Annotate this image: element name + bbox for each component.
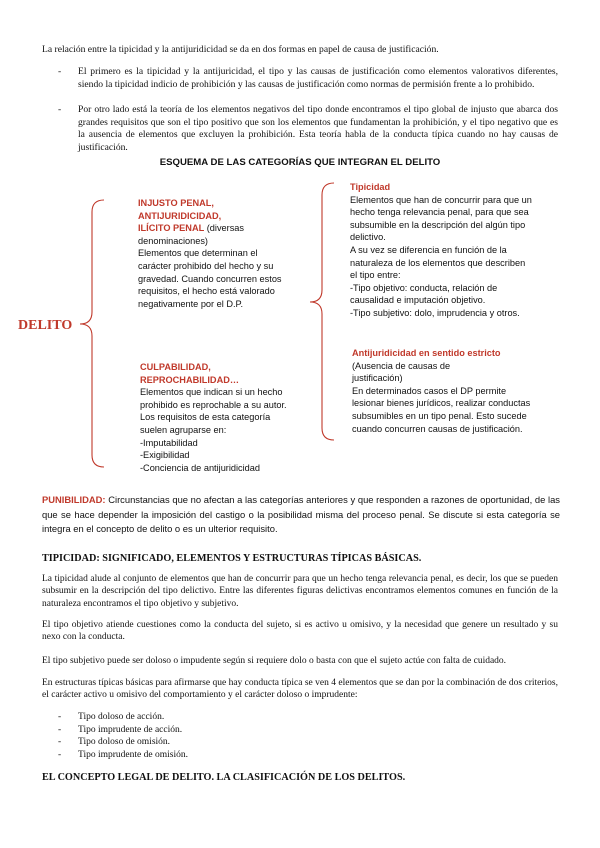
tipicidad-line: hecho tenga relevancia penal, para que sea [350,207,529,218]
antijuridicidad-line: (Ausencia de causas de [352,360,451,371]
culpabilidad-line: -Conciencia de antijuridicidad [140,462,261,473]
tipicidad-paragraph-4: En estructuras típicas básicas para afirmarse que hay conducta típica se ven 4 elementos que se dan por la combinación de dos criterios, el carácter activo u omisivo del comportamiento y el carácter doloso o imprudente: [42,678,558,701]
estructuras-list [58,711,458,761]
punibilidad-paragraph [42,493,560,537]
culpabilidad-line: Los requisitos de esta categoría [140,412,271,423]
injusto-line: carácter prohibido del hecho y su [138,260,274,271]
injusto-title-2: ANTIJURIDICIDAD, [138,210,222,221]
list-item: - Tipo doloso de omisión. [58,736,458,749]
injusto-line: requisitos, el hecho está valorado [138,286,275,297]
tipicidad-paragraph-3: El tipo subjetivo puede ser doloso o impudente según si requiere dolo o basta con que el sujeto actúe con falta de cuidado. [42,656,507,666]
tipicidad-line: Elementos que han de concurrir para que un [350,194,532,205]
tipicidad-line: naturaleza de los elementos que describen [350,257,526,268]
bullet-list-top [58,66,558,91]
intro-paragraph: La relación entre la tipicidad y la antijuridicidad se da en dos formas en papel de causa de justificación. [42,44,439,55]
injusto-title-1: INJUSTO PENAL, [138,198,214,208]
tipicidad-title: Tipicidad [350,182,391,192]
culpabilidad-line: -Imputabilidad [140,437,198,448]
injusto-note-2: denominaciones) [138,235,208,246]
tipicidad-paragraph-2: El tipo objetivo atiende cuestiones como la conducta del sujeto, si es activo u omisivo, y la necesidad que genere un resultado y su nexo con la conducta. [42,620,558,643]
punibilidad-text: Circunstancias que no afectan a las categorías anteriores y que responden a razones de oportunidad, de las que se hace depender la imposición del castigo o la posibilidad misma del proceso penal. Se discute si esta categoría se integra en el concepto de delito o es un ulterior requisito. [42,494,560,534]
culpabilidad-title-2: REPROCHABILIDAD… [140,374,240,385]
list-item: - Tipo doloso de acción. [58,711,458,724]
culpabilidad-line: -Exigibilidad [140,450,190,461]
injusto-box [138,197,314,310]
tipicidad-box [350,181,560,320]
antijuridicidad-title: Antijuridicidad en sentido estricto [352,348,501,358]
punibilidad-label: PUNIBILIDAD: [42,494,106,505]
tipicidad-line: delictivo. [350,232,386,243]
tipicidad-line: causalidad e imputación objetivo. [350,295,486,306]
antijuridicidad-line: cuando concurren causas de justificación. [352,423,523,434]
injusto-line: negativamente por el D.P. [138,298,244,309]
schema-title: ESQUEMA DE LAS CATEGORÍAS QUE INTEGRAN EL DELITO [159,157,441,168]
delito-root-label: DELITO [18,318,73,333]
tipicidad-line: el tipo entre: [350,270,401,281]
tipicidad-line: -Tipo objetivo: conducta, relación de [350,282,498,293]
antijuridicidad-line: justificación) [352,373,403,384]
culpabilidad-line: suelen agruparse en: [140,424,227,435]
injusto-title-3: ILÍCITO PENAL [138,223,205,234]
delito-brace [80,200,104,467]
injusto-note: (diversas [204,223,245,234]
antijuridicidad-line: lesionar bienes jurídicos, realizar conductas [352,398,531,409]
antijuridicidad-box [352,347,562,435]
bullet-list-top-2 [58,104,558,154]
list-item: - El primero es la tipicidad y la antijuricidad, el tipo y las causas de justificación como elementos valorativos diferentes, siendo la tipicidad indicio de prohibición y las causas de justificación como normas de permisión frente a lo prohibido. [58,66,558,91]
antijuridicidad-line: subsumibles en un tipo penal. Esto sucede [352,410,527,421]
tipicidad-line: A su vez se diferencia en función de la [350,244,507,255]
list-item: - Tipo imprudente de acción. [58,724,458,737]
culpabilidad-title-1: CULPABILIDAD, [140,362,211,372]
culpabilidad-box [140,361,320,474]
list-item: - Tipo imprudente de omisión. [58,749,458,762]
antijuridicidad-line: En determinados casos el DP permite [352,385,507,396]
tipicidad-line: -Tipo subjetivo: dolo, imprudencia y otros. [350,307,520,318]
culpabilidad-line: prohibido es reprochable a su autor. [140,399,287,410]
injusto-line: gravedad. Cuando concurren estos [138,273,282,284]
injusto-line: Elementos que determinan el [138,248,258,259]
tipicidad-paragraph-1: La tipicidad alude al conjunto de elementos que han de concurrir para que un hecho tenga relevancia penal, es decir, los que se pueden subsumir en la descripción del tipo delictivo. Entre las diferentes figuras delictivas encontramos elementos comunes en función de la naturaleza encontramos el tipo objetivo y subjetivo. [42,574,558,609]
list-item: - Por otro lado está la teoría de los elementos negativos del tipo donde encontramos el tipo global de injusto que abarca dos grandes requisitos que son el tipo positivo que son los elementos que fundamentan la prohibición, y el tipo negativo que es la ausencia de elementos que excluyen la prohibición. Esta teoría habla de la conducta típica cuando no hay causas de justificación. [58,104,558,154]
section-heading-concepto: EL CONCEPTO LEGAL DE DELITO. LA CLASIFICACIÓN DE LOS DELITOS. [42,772,406,783]
section-heading-tipicidad: TIPICIDAD: SIGNIFICADO, ELEMENTOS Y ESTRUCTURAS TÍPICAS BÁSICAS. [42,553,422,564]
culpabilidad-line: Elementos que indican si un hecho [140,387,283,398]
tipicidad-line: subsumible en la descripción del algún tipo [350,219,526,230]
